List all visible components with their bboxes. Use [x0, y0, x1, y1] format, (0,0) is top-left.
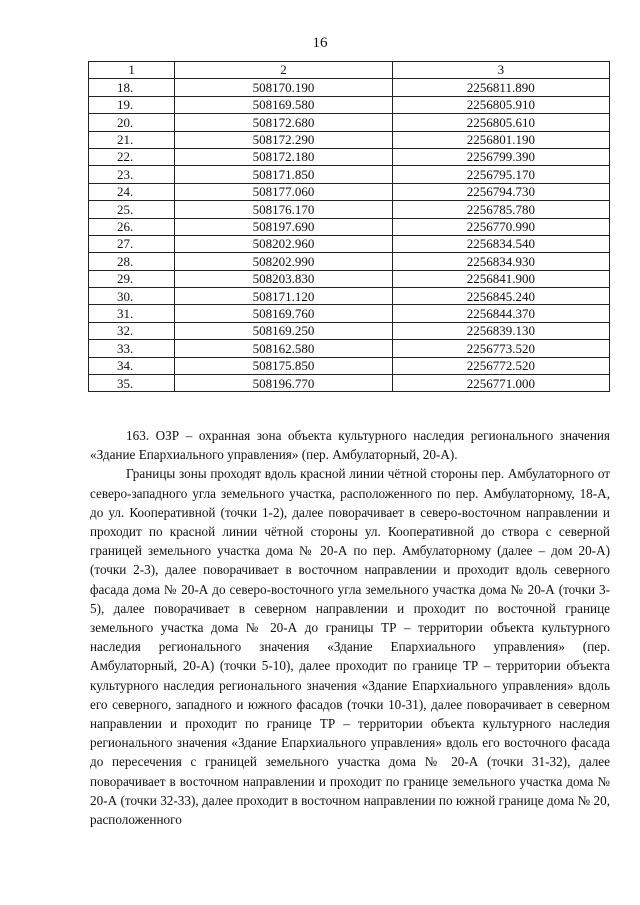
y-coordinate-cell: 2256841.900	[392, 270, 609, 287]
point-number-cell: 22.	[89, 148, 175, 165]
table-row	[89, 270, 610, 287]
x-coordinate-cell: 508177.060	[175, 183, 392, 200]
x-coordinate-cell: 508175.850	[175, 357, 392, 374]
x-coordinate-cell: 508171.120	[175, 288, 392, 305]
point-number-cell: 28.	[89, 253, 175, 270]
point-number-cell: 29.	[89, 270, 175, 287]
point-number-cell: 26.	[89, 218, 175, 235]
table-row	[89, 322, 610, 339]
page-number: 16	[312, 35, 328, 51]
header-x-coordinate: 2	[175, 62, 392, 79]
table-row	[89, 357, 610, 374]
y-coordinate-cell: 2256772.520	[392, 357, 609, 374]
table-row	[89, 114, 610, 131]
x-coordinate-cell: 508176.170	[175, 201, 392, 218]
y-coordinate-cell: 2256844.370	[392, 305, 609, 322]
table-row	[89, 96, 610, 113]
point-number-cell: 25.	[89, 201, 175, 218]
y-coordinate-cell: 2256799.390	[392, 148, 609, 165]
y-coordinate-cell: 2256811.890	[392, 79, 609, 96]
y-coordinate-cell: 2256794.730	[392, 183, 609, 200]
point-number-cell: 18.	[89, 79, 175, 96]
y-coordinate-cell: 2256845.240	[392, 288, 609, 305]
point-number-cell: 35.	[89, 375, 175, 392]
table-row	[89, 253, 610, 270]
x-coordinate-cell: 508172.180	[175, 148, 392, 165]
point-number-cell: 19.	[89, 96, 175, 113]
point-number-cell: 24.	[89, 183, 175, 200]
table-row	[89, 375, 610, 392]
table-row	[89, 201, 610, 218]
x-coordinate-cell: 508169.580	[175, 96, 392, 113]
table-row	[89, 340, 610, 357]
y-coordinate-cell: 2256770.990	[392, 218, 609, 235]
table-row	[89, 79, 610, 96]
y-coordinate-cell: 2256834.930	[392, 253, 609, 270]
y-coordinate-cell: 2256795.170	[392, 166, 609, 183]
x-coordinate-cell: 508172.290	[175, 131, 392, 148]
x-coordinate-cell: 508203.830	[175, 270, 392, 287]
x-coordinate-cell: 508196.770	[175, 375, 392, 392]
point-number-cell: 34.	[89, 357, 175, 374]
table-row	[89, 183, 610, 200]
table-header-row	[89, 62, 610, 79]
point-number-cell: 31.	[89, 305, 175, 322]
header-y-coordinate: 3	[392, 62, 609, 79]
y-coordinate-cell: 2256773.520	[392, 340, 609, 357]
y-coordinate-cell: 2256805.610	[392, 114, 609, 131]
point-number-cell: 20.	[89, 114, 175, 131]
table-row	[89, 131, 610, 148]
x-coordinate-cell: 508172.680	[175, 114, 392, 131]
y-coordinate-cell: 2256771.000	[392, 375, 609, 392]
table-row	[89, 235, 610, 252]
x-coordinate-cell: 508202.990	[175, 253, 392, 270]
table-row	[89, 148, 610, 165]
y-coordinate-cell: 2256839.130	[392, 322, 609, 339]
text-body	[90, 426, 610, 829]
x-coordinate-cell: 508169.250	[175, 322, 392, 339]
y-coordinate-cell: 2256834.540	[392, 235, 609, 252]
point-number-cell: 21.	[89, 131, 175, 148]
point-number-cell: 23.	[89, 166, 175, 183]
table-row	[89, 166, 610, 183]
point-number-cell: 32.	[89, 322, 175, 339]
zone-boundary-description: Границы зоны проходят вдоль красной линии чётной стороны пер. Амбулаторного от северо-западного угла земельного участка, расположенного по пер. Амбулаторному, 18-А, до ул. Кооперативной (точки 1-2), далее поворачивает в северо-восточном направлении и проходит по красной линии чётной стороны ул. Кооперативной до створа с северной границей земельного участка дома № 20-А по пер. Амбулаторному (далее – дом 20-А) (точки 2-3), далее поворачивает в восточном направлении и проходит вдоль северного фасада дома № 20-А до северо-восточного угла земельного участка дома № 20-А (точки 3-5), далее поворачивает в северном направлении и проходит по восточной границе земельного участка дома № 20-А до границы ТР – территории объекта культурного наследия регионального значения «Здание Епархиального управления» (пер. Амбулаторный, 20-А) (точки 5-10), далее проходит по границе ТР – территории объекта культурного наследия регионального значения «Здание Епархиального управления» вдоль его северного, западного и южного фасадов (точки 10-31), далее поворачивает в северном направлении и проходит по границе ТР – территории объекта культурного наследия регионального значения «Здание Епархиального управления» вдоль его восточного фасада до пересечения с границей земельного участка дома № 20-А (точки 31-32), далее поворачивает в восточном направлении и проходит по границе земельного участка дома № 20-А (точки 32-33), далее проходит в восточном направлении по южной границе дома № 20, расположенного	[90, 466, 610, 828]
x-coordinate-cell: 508202.960	[175, 235, 392, 252]
point-number-cell: 27.	[89, 235, 175, 252]
x-coordinate-cell: 508170.190	[175, 79, 392, 96]
point-number-cell: 33.	[89, 340, 175, 357]
y-coordinate-cell: 2256785.780	[392, 201, 609, 218]
header-point-number: 1	[89, 62, 175, 79]
x-coordinate-cell: 508169.760	[175, 305, 392, 322]
table-row	[89, 305, 610, 322]
table-row	[89, 288, 610, 305]
y-coordinate-cell: 2256805.910	[392, 96, 609, 113]
table-header	[89, 62, 610, 79]
zone-heading-paragraph: 163. ОЗР – охранная зона объекта культурного наследия регионального значения «Здание Епархиального управления» (пер. Амбулаторный, 20-А).	[90, 428, 610, 463]
y-coordinate-cell: 2256801.190	[392, 131, 609, 148]
point-number-cell: 30.	[89, 288, 175, 305]
coordinates-table	[88, 61, 610, 392]
x-coordinate-cell: 508171.850	[175, 166, 392, 183]
table-row	[89, 218, 610, 235]
table-body	[89, 79, 610, 392]
x-coordinate-cell: 508162.580	[175, 340, 392, 357]
x-coordinate-cell: 508197.690	[175, 218, 392, 235]
